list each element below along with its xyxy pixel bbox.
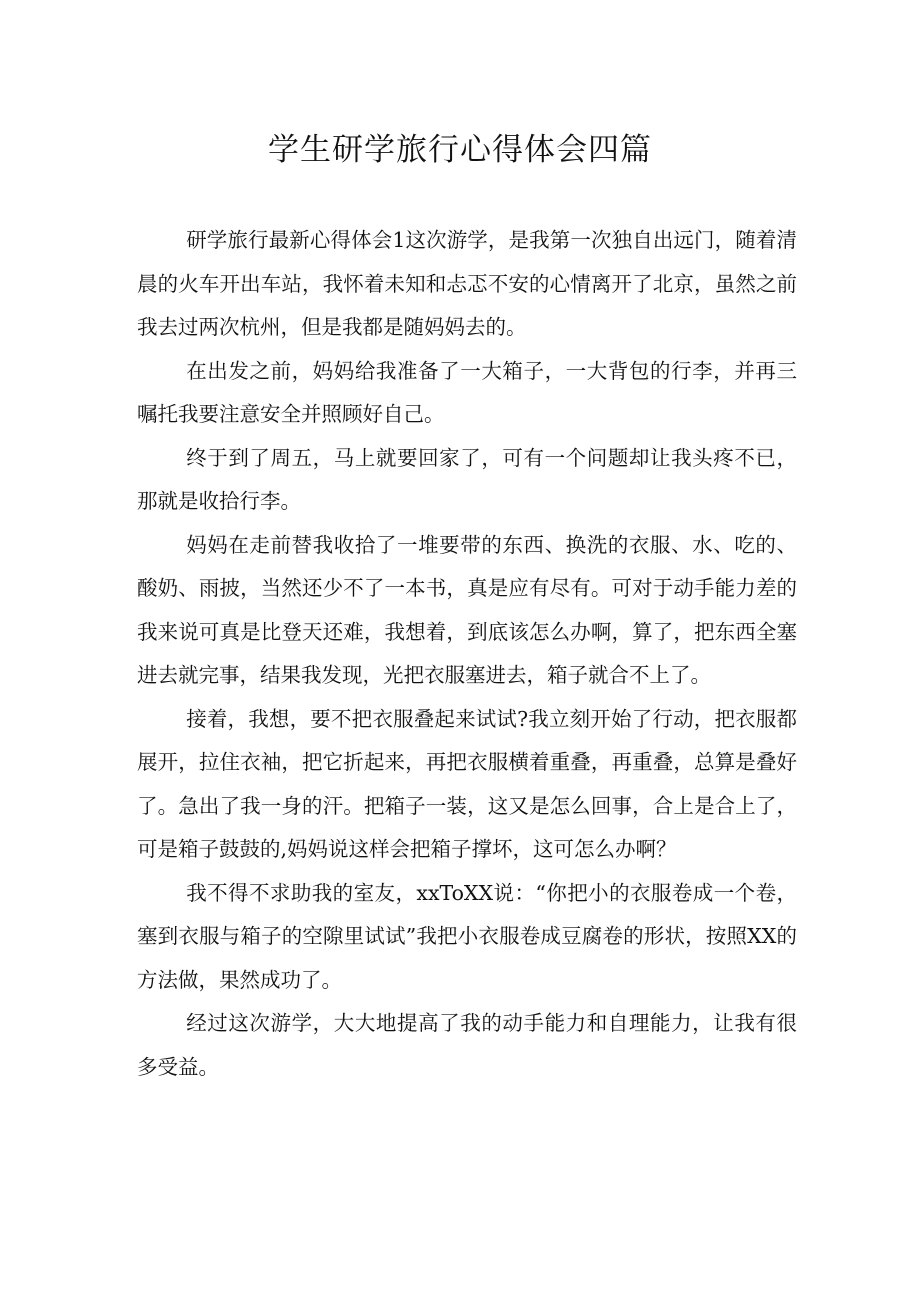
paragraph: 妈妈在走前替我收拾了一堆要带的东西、换洗的衣服、水、吃的、酸奶、雨披，当然还少不了一本书，真是应有尽有。可对于动手能力差的我来说可真是比登天还难，我想着，到底该怎么办啊，算了，把东西全塞进去就完事，结果我发现，光把衣服塞进去，箱子就合不上了。 (137, 532, 797, 687)
paragraph: 经过这次游学，大大地提高了我的动手能力和自理能力，让我有很多受益。 (137, 1011, 797, 1079)
paragraph: 接着，我想，要不把衣服叠起来试试?我立刻开始了行动，把衣服都展开，拉住衣袖，把它折起来，再把衣服横着重叠，再重叠，总算是叠好了。急出了我一身的汗。把箱子一装，这又是怎么回事，合上是合上了，可是箱子鼓鼓的,妈妈说这样会把箱子撑坏，这可怎么办啊？ (137, 706, 797, 861)
document-title: 学生研学旅行心得体会四篇 (268, 132, 652, 168)
document-body (137, 219, 797, 1089)
paragraph: 我不得不求助我的室友，xxToXX说：“你把小的衣服卷成一个卷，塞到衣服与箱子的空隙里试试”我把小衣服卷成豆腐卷的形状，按照XX的方法做，果然成功了。 (137, 880, 797, 992)
paragraph: 在出发之前，妈妈给我准备了一大箱子，一大背包的行李，并再三嘱托我要注意安全并照顾好自己。 (137, 358, 797, 426)
paragraph: 终于到了周五，马上就要回家了，可有一个问题却让我头疼不已，那就是收拾行李。 (137, 445, 797, 513)
paragraph: 研学旅行最新心得体会1这次游学，是我第一次独自出远门，随着清晨的火车开出车站，我怀着未知和忐忑不安的心情离开了北京，虽然之前我去过两次杭州，但是我都是随妈妈去的。 (137, 228, 797, 339)
